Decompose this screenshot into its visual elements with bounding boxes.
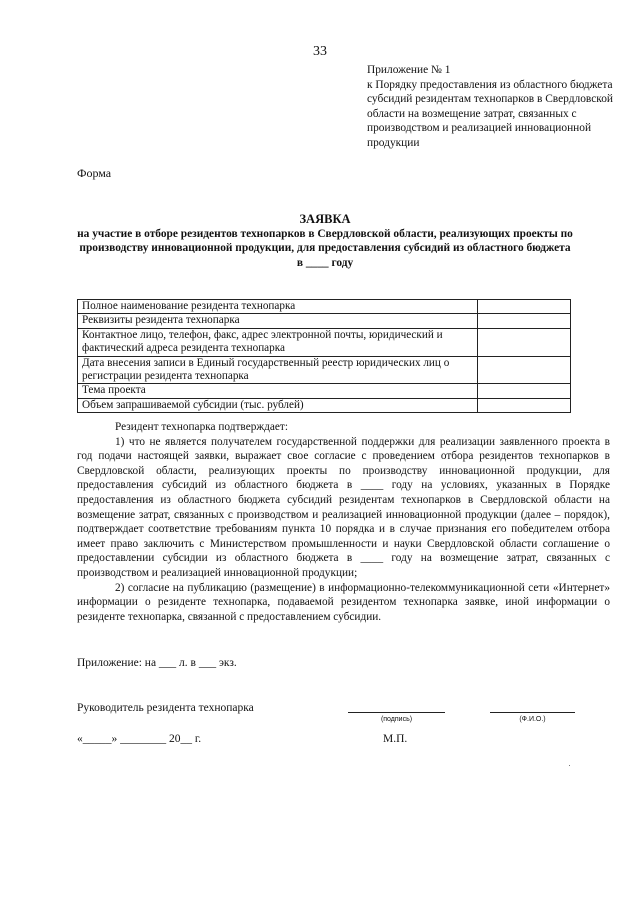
name-line (490, 712, 575, 713)
table-row (78, 328, 571, 356)
confirmation-point-1: 1) что не является получателем государственной поддержки для реализации заявленного проекта в год подачи настоящей заявки, выражает свое согласие с проведением отбора резидентов технопарков в Свердловской области, реализующих проекты по производству инновационной продукции, для предоставления субсидий из областного бюджета в ____ году на условиях, указанных в Порядке предоставления из областного бюджета субсидий резидентам технопарков в Свердловской области на возмещение затрат, связанных с производством и реализацией инновационной продукции (далее – порядок), подтверждает соответствие требованиям пункта 10 порядка и в случае признания его победителем отбора имеет право заключить с Министерством промышленности и науки Свердловской области соглашение о предоставлении субсидии из областного бюджета в ____ году на возмещение затрат, связанных с производством и реализацией инновационной продукции; (77, 435, 610, 579)
confirmation-point-2: 2) согласие на публикацию (размещение) в информационно-телекоммуникационной сети «Интернет» информации о резиденте технопарка, подаваемой резидентом технопарка заявке, иной информации о резиденте технопарка, связанной с предоставлением субсидии. (77, 581, 610, 623)
table-row-label: Тема проекта (78, 384, 478, 398)
date-line: «_____» ________ 20__ г. (77, 733, 202, 745)
table-row (78, 356, 571, 384)
table-row-value[interactable] (478, 314, 571, 328)
table-row-label: Дата внесения записи в Единый государственный реестр юридических лиц о регистрации резидента технопарка (78, 356, 478, 384)
appendix-note (367, 63, 632, 151)
table-row-value[interactable] (478, 328, 571, 356)
table-row (78, 384, 571, 398)
signature-line (348, 712, 445, 713)
table-row-label: Реквизиты резидента технопарка (78, 314, 478, 328)
document-title: ЗАЯВКА (299, 212, 351, 226)
table-row-value[interactable] (478, 384, 571, 398)
head-label: Руководитель резидента технопарка (77, 702, 254, 714)
signature-caption: (подпись) (380, 716, 413, 723)
application-table (77, 299, 571, 413)
name-caption: (Ф.И.О.) (519, 716, 546, 723)
table-row-label: Полное наименование резидента технопарка (78, 300, 478, 314)
confirmation-intro: Резидент технопарка подтверждает: (115, 421, 289, 433)
table-row-label: Контактное лицо, телефон, факс, адрес электронной почты, юридический и фактический адреса резидента технопарка (78, 328, 478, 356)
attachment-line: Приложение: на ___ л. в ___ экз. (77, 657, 237, 669)
stamp-place: М.П. (383, 733, 408, 745)
table-row-value[interactable] (478, 398, 571, 412)
scan-speck (569, 765, 570, 766)
appendix-line-1: Приложение № 1 (367, 64, 451, 76)
table-row-value[interactable] (478, 356, 571, 384)
appendix-line-2: к Порядку предоставления из областного бюджета субсидий резидентам технопарков в Свердловской области на возмещение затрат, связанных с производством и реализацией инновационной продукции (367, 78, 614, 149)
table-row (78, 314, 571, 328)
table-row (78, 300, 571, 314)
document-subtitle: на участие в отборе резидентов технопарков в Свердловской области, реализующих проекты по производству инновационной продукции, для предоставления субсидий из областного бюджета в ____ году (77, 228, 573, 269)
table-row-label: Объем запрашиваемой субсидии (тыс. рублей) (78, 398, 478, 412)
page-number: 33 (313, 44, 327, 59)
form-label: Форма (77, 166, 112, 180)
table-row-value[interactable] (478, 300, 571, 314)
confirmation-text (77, 420, 610, 624)
table-row (78, 398, 571, 412)
